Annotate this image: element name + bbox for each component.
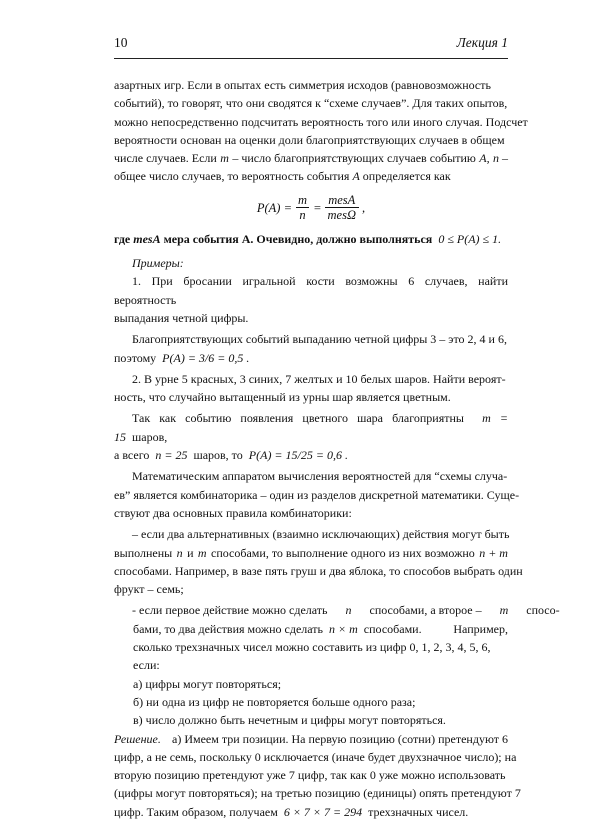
text-line: ность, что случайно вытащенный из урны шар является цветным. (114, 390, 451, 405)
text-line: числе случаев. Если m – число благоприятствующих случаев событию A, n – (114, 151, 508, 166)
text-line: общее число случаев, то вероятность события A определяется как (114, 169, 451, 184)
text-line: способами. Например, в вазе пять груш и два яблока, то способов выбрать один (114, 563, 523, 578)
text-line: вероятности основан на оценки доли благоприятствующих случаев в общем (114, 132, 505, 147)
text-line: Благоприятствующих событий выпаданию четной цифры 3 – это 2, 4 и 6, (132, 332, 507, 347)
text-line: (цифры могут повторяться); на третью позицию (единицы) опять претендуют 7 (114, 786, 521, 801)
text-line: выпадания четной цифры. (114, 310, 249, 325)
condition-a: а) цифры могут повторяться; (133, 676, 282, 691)
text-line: - если первое действие можно сделать n способами, а второе – m спосо- (132, 603, 560, 618)
text-line: Решение. а) Имеем три позиции. На первую позицию (сотни) претендуют 6 (114, 731, 508, 746)
text-line: 1. При бросании игральной кости возможны 6 случаев, найти вероятность (114, 274, 508, 307)
text-line: цифр, а не семь, поскольку 0 исключается (иначе будет двухзначное число); на (114, 749, 517, 764)
examples-heading: Примеры: (132, 256, 184, 271)
text-line: сколько трехзначных чисел можно составить из цифр 0, 1, 2, 3, 4, 5, 6, (133, 640, 491, 655)
text-line: можно непосредственно подсчитать вероятность того или иного случая. Подсчет (114, 114, 528, 129)
text-line: – если два альтернативных (взаимно исключающих) действия могут быть (132, 527, 510, 542)
text-line: цифр. Таким образом, получаем 6 × 7 × 7 = 294 трехзначных чисел. (114, 804, 469, 819)
text-line: событий), то говорят, что они сводятся к “схеме случаев”. Для таких опытов, (114, 96, 508, 111)
text-line: ствуют два основных правила комбинаторики: (114, 505, 352, 520)
condition-c: в) число должно быть нечетным и цифры могут повторяться. (133, 713, 446, 728)
header-rule (114, 58, 508, 59)
text-line: поэтому P(A) = 3/6 = 0,5 . (114, 350, 250, 365)
text-line: где mesA мера события А. Очевидно, должно выполняться 0 ≤ P(A) ≤ 1. (114, 231, 502, 246)
page-number: 10 (114, 35, 128, 50)
text-line: а всего n = 25 шаров, то P(A) = 15/25 = 0,6 . (114, 448, 348, 463)
probability-formula: P(A) = $\frac{m}{n}$ = $\frac{\text{mesA}}{\text{mesΩ}}$ , (256, 193, 366, 223)
page-header (114, 34, 508, 56)
running-title: Лекция 1 (456, 35, 508, 50)
text-line: 2. В урне 5 красных, 3 синих, 7 желтых и 10 белых шаров. Найти вероят- (132, 371, 506, 386)
text-line: вторую позицию претендуют уже 7 цифр, так как 0 уже можно использовать (114, 768, 506, 783)
text-line: фрукт – семь; (114, 582, 184, 597)
text-line: если: (133, 658, 160, 673)
book-page (114, 34, 560, 821)
text-line: ев” является комбинаторика – один из разделов дискретной математики. Суще- (114, 487, 520, 502)
text-line: Так как событию появления цветного шара благоприятны m = 15 шаров, (114, 411, 508, 444)
text-line: азартных игр. Если в опытах есть симметрия исходов (равновозможность (114, 78, 491, 92)
condition-b: б) ни одна из цифр не повторяется больше одного раза; (133, 694, 416, 709)
text-line: выполнены n и m способами, то выполнение одного из них возможно n + m (114, 545, 508, 560)
text-line: бами, то два действия можно сделать n × m способами. Например, (133, 621, 508, 636)
text-line: Математическим аппаратом вычисления вероятностей для “схемы случа- (132, 469, 508, 484)
